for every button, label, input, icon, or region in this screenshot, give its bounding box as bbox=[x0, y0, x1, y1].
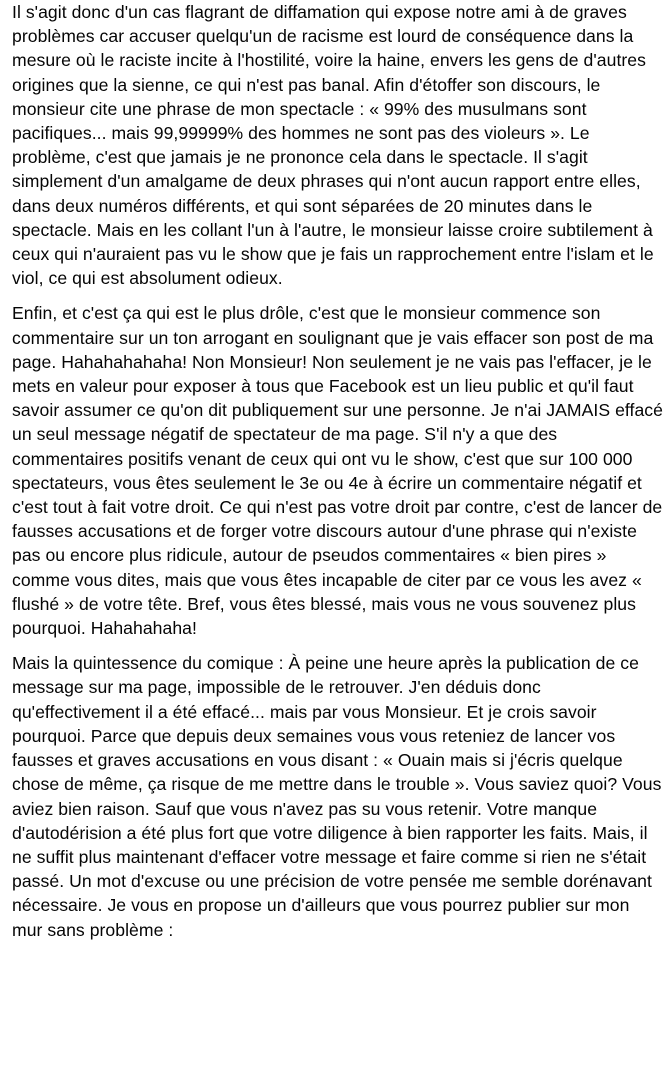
post-paragraph-2: Enfin, et c'est ça qui est le plus drôle, c'est que le monsieur commence son commentaire sur un ton arrogant en soulignant que je vais effacer son post de ma page. Hahahahahaha! Non Monsieur! Non seulement je ne vais pas l'effacer, je le mets en valeur pour exposer à tous que Facebook est un lieu public et qu'il faut savoir assumer ce qu'on dit publiquement sur une personne. Je n'ai JAMAIS effacé un seul message négatif de spectateur de ma page. S'il n'y a que des commentaires positifs venant de ceux qui ont vu le show, c'est que sur 100 000 spectateurs, vous êtes seulement le 3e ou 4e à écrire un commentaire négatif et c'est tout à fait votre droit. Ce qui n'est pas votre droit par contre, c'est de lancer de fausses accusations et de forger votre discours autour d'une phrase qui n'existe pas ou encore plus ridicule, autour de pseudos commentaires « bien pires » comme vous dites, mais que vous êtes incapable de citer par ce vous les avez « flushé » de votre tête. Bref, vous êtes blessé, mais vous ne vous souvenez plus pourquoi. Hahahahaha! bbox=[12, 303, 663, 639]
post-paragraph-1: Il s'agit donc d'un cas flagrant de diffamation qui expose notre ami à de graves problèmes car accuser quelqu'un de racisme est lourd de conséquence dans la mesure où le raciste incite à l'hostilité, voire la haine, envers les gens de d'autres origines que la sienne, ce qui n'est pas banal. Afin d'étoffer son discours, le monsieur cite une phrase de mon spectacle : « 99% des musulmans sont pacifiques... mais 99,99999% des hommes ne sont pas des violeurs ». Le problème, c'est que jamais je ne prononce cela dans le spectacle. Il s'agit simplement d'un amalgame de deux phrases qui n'ont aucun rapport entre elles, dans deux numéros différents, et qui sont séparées de 20 minutes dans le spectacle. Mais en les collant l'un à l'autre, le monsieur laisse croire subtilement à ceux qui n'auraient pas vu le show que je fais un rapprochement entre l'islam et le viol, ce qui est absolument odieux. bbox=[12, 2, 654, 289]
post-body bbox=[12, 0, 664, 953]
post-paragraph-3: Mais la quintessence du comique : À peine une heure après la publication de ce message sur ma page, impossible de le retrouver. J'en déduis donc qu'effectivement il a été effacé... mais par vous Monsieur. Et je crois savoir pourquoi. Parce que depuis deux semaines vous vous reteniez de lancer vos fausses et graves accusations en vous disant : « Ouain mais si j'écris quelque chose de même, ça risque de me mettre dans le trouble ». Vous saviez quoi? Vous aviez bien raison. Sauf que vous n'avez pas su vous retenir. Votre manque d'autodérision a été plus fort que votre diligence à bien rapporter les faits. Mais, il ne suffit plus maintenant d'effacer votre message et faire comme si rien ne s'était passé. Un mot d'excuse ou une précision de votre pensée me semble dorénavant nécessaire. Je vous en propose un d'ailleurs que vous pourrez publier sur mon mur sans problème : bbox=[12, 653, 662, 940]
